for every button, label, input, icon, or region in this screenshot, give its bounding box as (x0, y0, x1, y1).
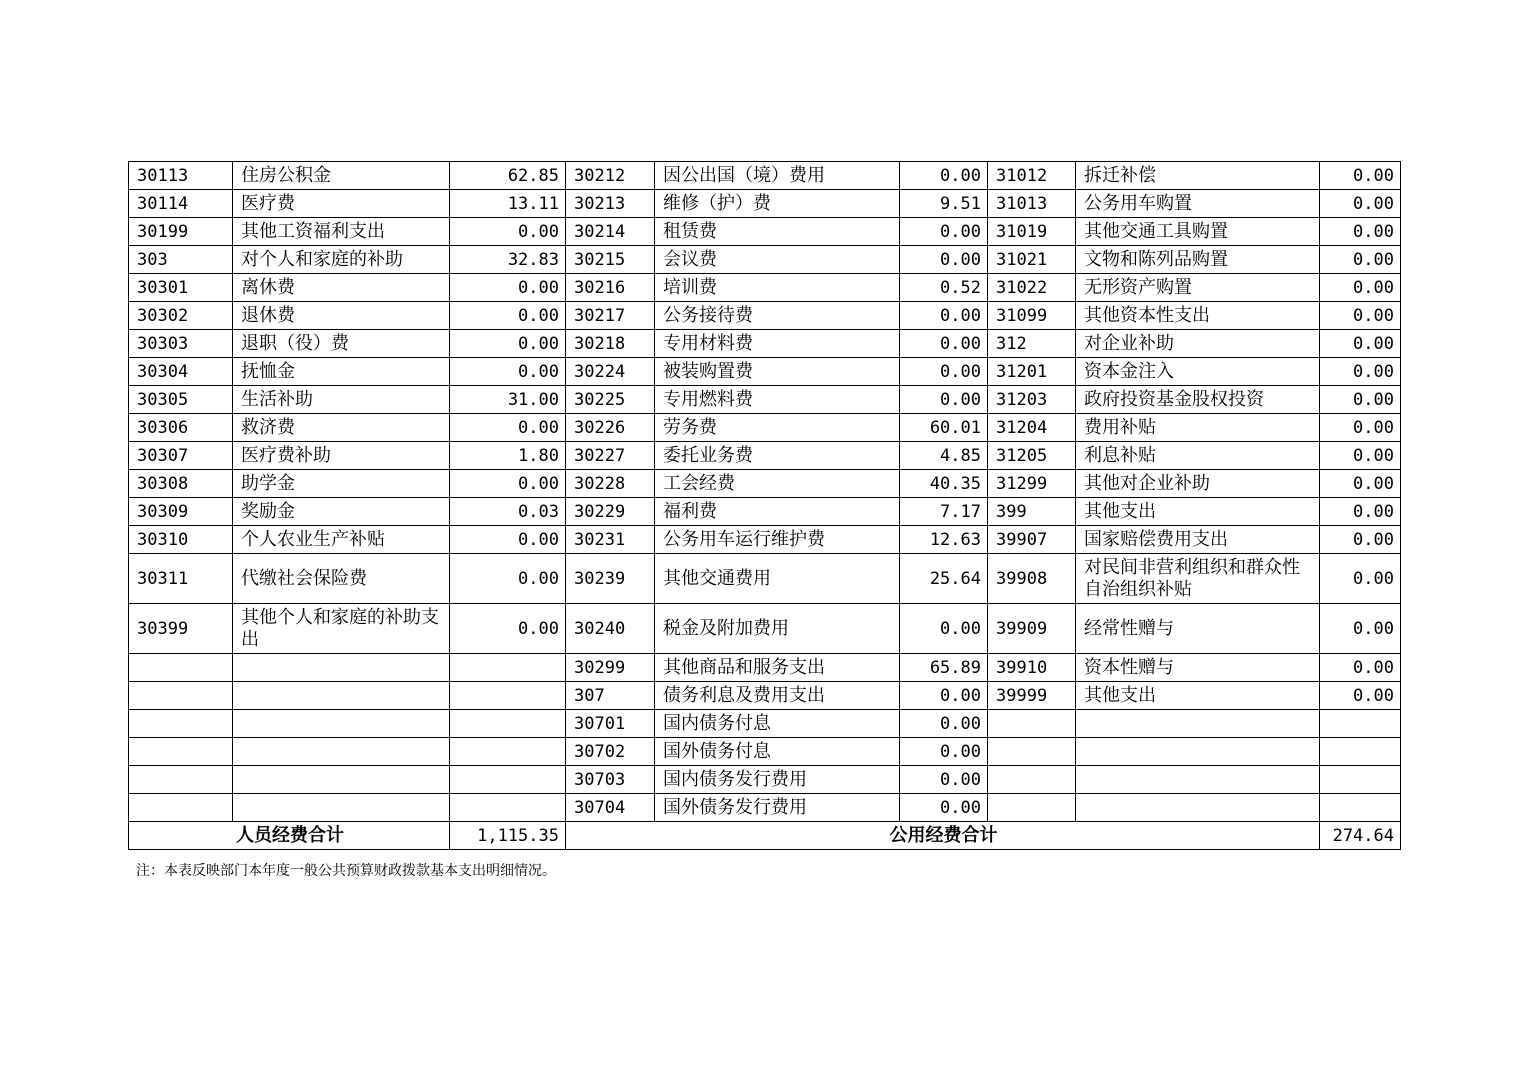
item-name-cell: 医疗费补助 (233, 442, 450, 470)
amount-cell: 0.00 (1320, 442, 1401, 470)
item-name-cell: 生活补助 (233, 386, 450, 414)
table-row (129, 442, 1401, 470)
amount-cell: 0.00 (1320, 498, 1401, 526)
code-cell: 39907 (988, 526, 1076, 554)
personnel-total-value: 1,115.35 (450, 822, 566, 850)
code-cell: 30303 (129, 330, 233, 358)
code-cell (129, 710, 233, 738)
amount-cell (1320, 794, 1401, 822)
code-cell: 30224 (566, 358, 655, 386)
item-name-cell: 退休费 (233, 302, 450, 330)
amount-cell: 0.00 (900, 386, 988, 414)
table-row (129, 554, 1401, 604)
code-cell: 30214 (566, 218, 655, 246)
code-cell: 31201 (988, 358, 1076, 386)
code-cell: 30301 (129, 274, 233, 302)
code-cell: 30212 (566, 162, 655, 190)
amount-cell: 9.51 (900, 190, 988, 218)
table-row (129, 358, 1401, 386)
item-name-cell: 公务用车购置 (1076, 190, 1320, 218)
code-cell: 30310 (129, 526, 233, 554)
item-name-cell: 其他工资福利支出 (233, 218, 450, 246)
amount-cell: 4.85 (900, 442, 988, 470)
item-name-cell: 其他支出 (1076, 498, 1320, 526)
item-name-cell (1076, 710, 1320, 738)
amount-cell (450, 766, 566, 794)
item-name-cell: 文物和陈列品购置 (1076, 246, 1320, 274)
table-row (129, 710, 1401, 738)
code-cell: 30225 (566, 386, 655, 414)
amount-cell: 1.80 (450, 442, 566, 470)
amount-cell: 0.00 (1320, 246, 1401, 274)
code-cell: 30240 (566, 604, 655, 654)
item-name-cell (233, 766, 450, 794)
code-cell: 31013 (988, 190, 1076, 218)
amount-cell: 0.00 (900, 246, 988, 274)
code-cell: 30226 (566, 414, 655, 442)
amount-cell: 0.00 (1320, 358, 1401, 386)
code-cell: 31019 (988, 218, 1076, 246)
amount-cell (450, 738, 566, 766)
amount-cell: 25.64 (900, 554, 988, 604)
item-name-cell: 国外债务付息 (655, 738, 900, 766)
code-cell (129, 682, 233, 710)
item-name-cell: 国内债务付息 (655, 710, 900, 738)
code-cell: 31203 (988, 386, 1076, 414)
amount-cell: 0.52 (900, 274, 988, 302)
amount-cell: 0.00 (1320, 162, 1401, 190)
table-body (129, 162, 1401, 822)
item-name-cell: 离休费 (233, 274, 450, 302)
amount-cell: 0.00 (1320, 386, 1401, 414)
amount-cell: 0.00 (450, 274, 566, 302)
item-name-cell: 其他对企业补助 (1076, 470, 1320, 498)
amount-cell: 0.00 (900, 794, 988, 822)
code-cell: 30215 (566, 246, 655, 274)
amount-cell: 0.00 (450, 358, 566, 386)
amount-cell: 7.17 (900, 498, 988, 526)
amount-cell: 0.00 (900, 218, 988, 246)
amount-cell: 40.35 (900, 470, 988, 498)
amount-cell (450, 654, 566, 682)
code-cell: 30217 (566, 302, 655, 330)
amount-cell: 0.00 (450, 302, 566, 330)
table-row (129, 526, 1401, 554)
amount-cell (450, 794, 566, 822)
code-cell: 31099 (988, 302, 1076, 330)
table-row (129, 330, 1401, 358)
item-name-cell: 经常性赠与 (1076, 604, 1320, 654)
code-cell: 30113 (129, 162, 233, 190)
item-name-cell (1076, 794, 1320, 822)
item-name-cell: 资本性赠与 (1076, 654, 1320, 682)
code-cell: 30299 (566, 654, 655, 682)
amount-cell: 0.00 (900, 682, 988, 710)
table-row (129, 654, 1401, 682)
item-name-cell: 对企业补助 (1076, 330, 1320, 358)
amount-cell: 60.01 (900, 414, 988, 442)
code-cell: 30305 (129, 386, 233, 414)
item-name-cell: 因公出国（境）费用 (655, 162, 900, 190)
code-cell (988, 710, 1076, 738)
code-cell: 312 (988, 330, 1076, 358)
item-name-cell (1076, 766, 1320, 794)
item-name-cell (233, 654, 450, 682)
item-name-cell: 税金及附加费用 (655, 604, 900, 654)
code-cell: 30703 (566, 766, 655, 794)
item-name-cell: 被装购置费 (655, 358, 900, 386)
code-cell: 399 (988, 498, 1076, 526)
code-cell (988, 738, 1076, 766)
code-cell (129, 766, 233, 794)
amount-cell: 0.00 (900, 330, 988, 358)
code-cell: 39999 (988, 682, 1076, 710)
code-cell: 30231 (566, 526, 655, 554)
amount-cell: 0.00 (900, 738, 988, 766)
amount-cell: 0.00 (900, 162, 988, 190)
totals-row (129, 822, 1401, 850)
amount-cell: 0.00 (1320, 682, 1401, 710)
amount-cell (1320, 738, 1401, 766)
item-name-cell: 公务用车运行维护费 (655, 526, 900, 554)
amount-cell (450, 682, 566, 710)
amount-cell: 0.03 (450, 498, 566, 526)
public-total-label: 公用经费合计 (566, 822, 1320, 850)
item-name-cell: 委托业务费 (655, 442, 900, 470)
table-row (129, 414, 1401, 442)
personnel-total-label: 人员经费合计 (129, 822, 450, 850)
item-name-cell (233, 710, 450, 738)
amount-cell: 0.00 (450, 330, 566, 358)
code-cell: 307 (566, 682, 655, 710)
code-cell: 30114 (129, 190, 233, 218)
code-cell: 30218 (566, 330, 655, 358)
amount-cell: 0.00 (900, 710, 988, 738)
item-name-cell: 抚恤金 (233, 358, 450, 386)
table-row (129, 190, 1401, 218)
public-total-value: 274.64 (1320, 822, 1401, 850)
table-note: 注：本表反映部门本年度一般公共预算财政拨款基本支出明细情况。 (136, 863, 556, 879)
amount-cell: 0.00 (1320, 554, 1401, 604)
amount-cell: 0.00 (1320, 302, 1401, 330)
table-row (129, 218, 1401, 246)
code-cell: 303 (129, 246, 233, 274)
code-cell: 30213 (566, 190, 655, 218)
item-name-cell: 国家赔偿费用支出 (1076, 526, 1320, 554)
item-name-cell: 其他支出 (1076, 682, 1320, 710)
code-cell (129, 738, 233, 766)
amount-cell: 0.00 (450, 414, 566, 442)
item-name-cell: 专用燃料费 (655, 386, 900, 414)
item-name-cell: 医疗费 (233, 190, 450, 218)
table-row (129, 682, 1401, 710)
code-cell: 31021 (988, 246, 1076, 274)
code-cell: 30399 (129, 604, 233, 654)
item-name-cell: 代缴社会保险费 (233, 554, 450, 604)
table-row (129, 498, 1401, 526)
amount-cell: 65.89 (900, 654, 988, 682)
item-name-cell: 劳务费 (655, 414, 900, 442)
item-name-cell: 救济费 (233, 414, 450, 442)
table-row (129, 766, 1401, 794)
item-name-cell: 退职（役）费 (233, 330, 450, 358)
item-name-cell: 其他交通费用 (655, 554, 900, 604)
amount-cell: 0.00 (1320, 218, 1401, 246)
item-name-cell: 对民间非营利组织和群众性自治组织补贴 (1076, 554, 1320, 604)
code-cell: 30302 (129, 302, 233, 330)
amount-cell (1320, 766, 1401, 794)
amount-cell: 0.00 (1320, 654, 1401, 682)
item-name-cell: 租赁费 (655, 218, 900, 246)
item-name-cell: 资本金注入 (1076, 358, 1320, 386)
amount-cell: 13.11 (450, 190, 566, 218)
item-name-cell: 国外债务发行费用 (655, 794, 900, 822)
table-row (129, 470, 1401, 498)
code-cell: 30701 (566, 710, 655, 738)
amount-cell: 0.00 (450, 526, 566, 554)
item-name-cell: 维修（护）费 (655, 190, 900, 218)
item-name-cell: 奖励金 (233, 498, 450, 526)
amount-cell: 0.00 (450, 218, 566, 246)
amount-cell: 0.00 (900, 302, 988, 330)
amount-cell: 0.00 (450, 470, 566, 498)
amount-cell: 0.00 (1320, 604, 1401, 654)
amount-cell: 0.00 (900, 604, 988, 654)
code-cell: 30228 (566, 470, 655, 498)
item-name-cell: 专用材料费 (655, 330, 900, 358)
code-cell: 30309 (129, 498, 233, 526)
item-name-cell: 其他资本性支出 (1076, 302, 1320, 330)
item-name-cell (233, 794, 450, 822)
amount-cell (1320, 710, 1401, 738)
item-name-cell: 其他个人和家庭的补助支出 (233, 604, 450, 654)
code-cell: 30311 (129, 554, 233, 604)
item-name-cell: 对个人和家庭的补助 (233, 246, 450, 274)
amount-cell: 0.00 (1320, 470, 1401, 498)
table-row (129, 302, 1401, 330)
code-cell: 30307 (129, 442, 233, 470)
table-row (129, 794, 1401, 822)
budget-detail-table (128, 161, 1401, 850)
item-name-cell: 培训费 (655, 274, 900, 302)
code-cell: 39909 (988, 604, 1076, 654)
code-cell: 39910 (988, 654, 1076, 682)
code-cell: 30306 (129, 414, 233, 442)
code-cell (988, 794, 1076, 822)
item-name-cell: 拆迁补偿 (1076, 162, 1320, 190)
item-name-cell: 其他交通工具购置 (1076, 218, 1320, 246)
item-name-cell: 公务接待费 (655, 302, 900, 330)
code-cell: 31204 (988, 414, 1076, 442)
item-name-cell: 利息补贴 (1076, 442, 1320, 470)
code-cell: 30199 (129, 218, 233, 246)
amount-cell: 62.85 (450, 162, 566, 190)
item-name-cell: 助学金 (233, 470, 450, 498)
code-cell: 30229 (566, 498, 655, 526)
code-cell: 31012 (988, 162, 1076, 190)
amount-cell: 0.00 (1320, 274, 1401, 302)
code-cell: 30704 (566, 794, 655, 822)
code-cell: 30304 (129, 358, 233, 386)
amount-cell: 0.00 (1320, 526, 1401, 554)
item-name-cell (1076, 738, 1320, 766)
item-name-cell: 费用补贴 (1076, 414, 1320, 442)
item-name-cell: 债务利息及费用支出 (655, 682, 900, 710)
amount-cell: 0.00 (900, 766, 988, 794)
item-name-cell (233, 682, 450, 710)
item-name-cell: 其他商品和服务支出 (655, 654, 900, 682)
amount-cell: 0.00 (900, 358, 988, 386)
table-row (129, 604, 1401, 654)
code-cell: 30216 (566, 274, 655, 302)
item-name-cell: 国内债务发行费用 (655, 766, 900, 794)
amount-cell: 0.00 (1320, 330, 1401, 358)
code-cell (988, 766, 1076, 794)
amount-cell: 0.00 (1320, 414, 1401, 442)
table-row (129, 738, 1401, 766)
amount-cell: 12.63 (900, 526, 988, 554)
code-cell: 31299 (988, 470, 1076, 498)
amount-cell: 31.00 (450, 386, 566, 414)
item-name-cell: 住房公积金 (233, 162, 450, 190)
amount-cell: 0.00 (450, 554, 566, 604)
code-cell: 31205 (988, 442, 1076, 470)
amount-cell: 0.00 (1320, 190, 1401, 218)
amount-cell: 32.83 (450, 246, 566, 274)
item-name-cell: 福利费 (655, 498, 900, 526)
code-cell: 39908 (988, 554, 1076, 604)
table-row (129, 386, 1401, 414)
amount-cell (450, 710, 566, 738)
table-row (129, 274, 1401, 302)
code-cell: 30702 (566, 738, 655, 766)
amount-cell: 0.00 (450, 604, 566, 654)
table-row (129, 246, 1401, 274)
code-cell: 30239 (566, 554, 655, 604)
code-cell (129, 654, 233, 682)
code-cell (129, 794, 233, 822)
code-cell: 30227 (566, 442, 655, 470)
code-cell: 31022 (988, 274, 1076, 302)
table-row (129, 162, 1401, 190)
item-name-cell: 政府投资基金股权投资 (1076, 386, 1320, 414)
item-name-cell: 无形资产购置 (1076, 274, 1320, 302)
item-name-cell: 工会经费 (655, 470, 900, 498)
code-cell: 30308 (129, 470, 233, 498)
item-name-cell (233, 738, 450, 766)
item-name-cell: 个人农业生产补贴 (233, 526, 450, 554)
item-name-cell: 会议费 (655, 246, 900, 274)
